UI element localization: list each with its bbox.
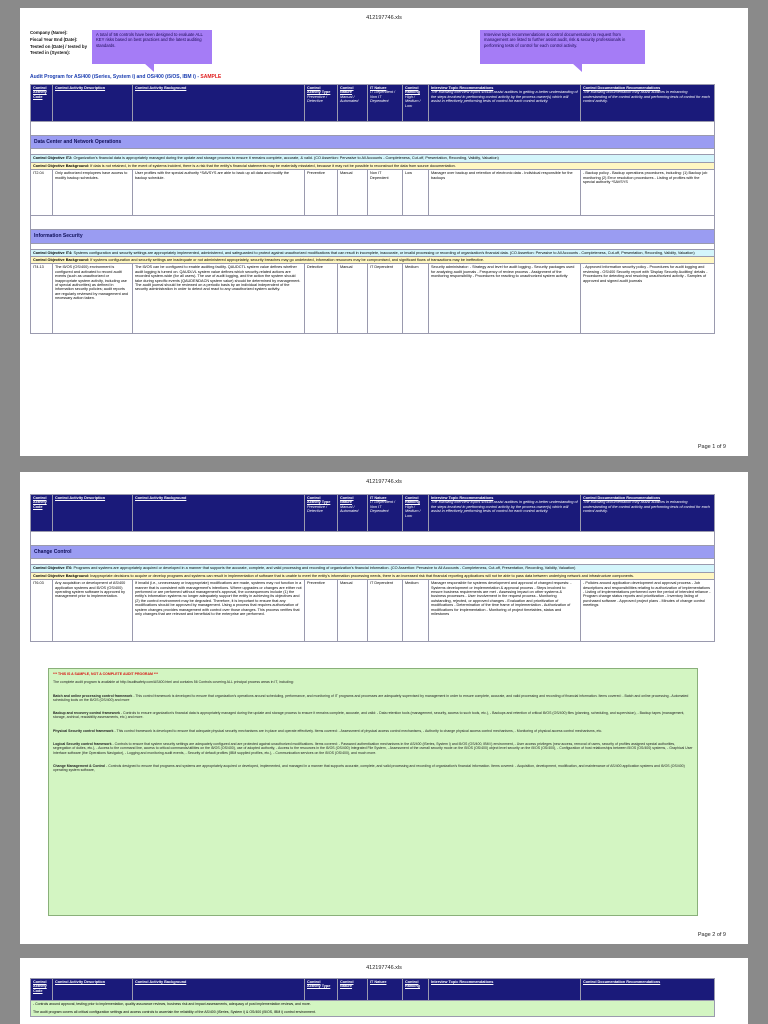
header-row — [31, 979, 715, 1001]
section-header: Change Control — [31, 546, 715, 559]
col-bg: Control Activity Background — [133, 979, 305, 1001]
control-objective: Control Objective IT2: Organization's financial data is appropriately managed during the update and storage process to ensure it remains complete, accurate, & valid. (CO Assertion: Pervasive to All Accounts - Completeness, Cut-off, Presentation, Recording, Validity, Valuation) — [31, 155, 715, 162]
sample-heading: *** THIS IS A SAMPLE, NOT A COMPLETE AUDIT PROGRAM *** — [53, 672, 158, 676]
page-3 — [20, 958, 748, 1024]
col-docs: Control Documentation Recommendations The following documentation may assist auditors in enhancing understanding of the control activity and performing tests of control for each control activity. — [581, 85, 715, 122]
sample-item-logical: Logical Security control framework - Controls to ensure that system security settings are adequately configured and are protected against unauthorized modifications. Items covered: - Password authentication mechanisms in the AS/400 (iSeries, System i) and i5/OS (OS/400, IBM i) environment, - User access privileges (new access, removal of users, security of profiles assigned special authorities, segregation of duties, etc.), - Access to the command line, access to critical commands/utilities on the i5/OS (OS/400), use of adopted authority, - Access to the resources in the i5/OS (OS/400) Integrated File System, - Assessment of the overall security mode on the i5/OS (OS/400) object level security on the i5/OS (OS/400), - Configuration of host relationships between i5/OS (OS/400) systems, - Graphical User Interface software (the Operations Navigator), - Logging and monitoring audit events, - Security of default profiles (IBM supplied profiles, etc.), - Communication services on the i5/OS (OS/400), and much more. — [53, 742, 693, 755]
sample-intro: The complete audit program is available at http://auditsafety.com/AS400.html and contains 56 Controls covering ALL principal process areas in IT, including: — [53, 680, 294, 685]
col-docs: Control Documentation Recommendations The following documentation may assist auditors in enhancing understanding of the control activity and performing tests of control for each control activity. — [581, 495, 715, 532]
controls-callout: A total of 56 controls have been designed to evaluate ALL KEY risks based on best practices and the latest auditing standards. — [92, 30, 212, 64]
tested-on-label: Tested on (Date) / tested by — [30, 43, 88, 49]
file-name: 412197746.xls — [366, 15, 402, 21]
table-row: IT2.04 Only authorized employees have access to modify backup schedules. User profiles with the special authority *SAVSYS are able to back up all data and modify the backup schedule. Preventive Manual Non IT Dependent Low Manager over backup and retention of electronic data - Individual responsible for the backups - Backup policy - Backup operations procedures, including: (1) Backup job monitoring (2) Error resolution procedures - Listing of profiles with the special authority *SAVSYS — [31, 170, 715, 216]
page-2 — [20, 472, 748, 944]
page-1 — [20, 8, 748, 456]
col-desc: Control Activity Description — [53, 979, 133, 1001]
col-nature: Control Nature Manual / Automated — [338, 85, 368, 122]
title-text: Audit Program for AS/400 (iSeries, System i) and OS/400 (i5/OS, IBM i) - — [30, 74, 200, 80]
sample-item-batch: Batch and online processing control framework - This control framework is developed to ensure that organization's operations around scheduling, performance, and monitoring of IT programs and processes are adequately supervised by management in order to ensure complete, accurate, and valid processing and recording of financial information. Items covered: - Batch and online processing - Automated scheduling tools on the i5/OS (OS/400) and more — [53, 693, 689, 702]
audit-program-title — [30, 74, 221, 80]
col-ref: Control Activity Code — [31, 495, 53, 532]
company-label: Company (Name): — [30, 30, 68, 35]
page-number: Page 2 of 9 — [697, 932, 726, 938]
audit-table-page2 — [30, 494, 715, 642]
col-it-nature: IT Nature — [368, 979, 403, 1001]
sample-item-backup: Backup and recovery control framework - Controls to ensure organization's financial data is appropriately managed during the update and storage process to ensure it remains complete, accurate, and valid: - Data retention tools (management, security, access to such tools, etc.), - Backups and retention of critical i5/OS (OS/400) files (planning, scheduling, and supervision), - Backup tapes (management, storage, archival, readability assessments, etc.) and more. — [53, 711, 685, 720]
objective-background: Control Objective Background: If data is not retained, in the event of systems incident, there is a risk that the entity's financial statements may be materially misstated, because it may not be possible to reconstruct the data from source documentation. — [31, 162, 715, 169]
col-type: Control Activity Type — [305, 979, 338, 1001]
col-ranking: Control Ranking — [403, 979, 429, 1001]
col-ref: Control Activity Code — [31, 85, 53, 122]
audit-table-page3 — [30, 978, 715, 1017]
table-row: IT4.13 The i5/OS (OS/400) environment is configured and activated to record audit events (such as unauthorized or inappropriate system activity, including use of special authorities) as defined in information security policies; audit reports are regularly reviewed by management and necessary action taken. The i5/OS can be configured to enable auditing facility. QAUDCTL system value defines whether audit logging is turned on. QAUDLVL system value defines which security-related actions are recorded system-wide (for all users). The use of audit logging, and the action the system should take during specific events (QAUDENDACN system value) should be determined by management. The audit journal should be reviewed on a periodic basis by an individual independent of the security administration in order to detect and react to any unauthorized system activity. Detective Manual IT Dependent Medium Security administrator: - Strategy and level for audit logging - Security packages used for analyzing audit journals - Frequency of review process - Assignment of the monitoring responsibility - Procedures for reacting to unauthorized system activity - Approved information security policy - Procedures for audit logging and reviewing - OS/400 Security report with 'Display Security Auditing' details - Procedures for detecting and resolving unauthorized activity - Samples of approved and signed audit journals — [31, 264, 715, 334]
col-it-nature: IT Nature IT Dependent / Non IT Dependent — [368, 85, 403, 122]
col-ranking: Control Ranking High / Medium / Low — [403, 85, 429, 122]
table-row: IT6.03 Any acquisition or development of AS/400 application systems and i5/OS (OS/400) operating system software is approved by management prior to implementation. If invalid (i.e., unnecessary or inappropriate) modifications are made, systems may not function in a manner that is consistent with management's intentions. Where upgrades or changes are either not performed or are performed without management's approval, the consequences include (1) the entity's information systems no longer adequately support the entity in achieving its objectives and (2) the control environment may be degraded. Therefore, it is important to ensure that any modifications should be approved by management. Using a process that requires authorization of system changes provides management with control over those changes. This process verifies that only changes that are relevant and beneficial to the enterprise are performed. Preventive Manual IT Dependent Medium Manager responsible for systems development and approval of changed requests: - Systems development or implementation & approval process - Steps involved to ensure business requirements are met - Assessing impact on other systems & business processes - User involvement in the request process - Monitoring outstanding, rejected, or approved changes - Evaluation and prioritization of modifications - Determination of the time frame of implementation - Authorization of modifications for implementation - Monitoring of project timetables, status and milestones - Policies around application development and approval process - Job descriptions and responsibilities relating to authorization of implementations - Listing of implementations performed over the period of intended reliance - Program change status reports and prioritization - Inventory listing of purchased software - Approved project plans - Minutes of change control meetings — [31, 580, 715, 642]
col-ref: Control Activity Code — [31, 979, 53, 1001]
col-bg: Control Activity Background — [133, 495, 305, 532]
section-header: Data Center and Network Operations — [31, 136, 715, 149]
continuation-text: - Controls around approval, testing prior to implementation, quality assurance reviews, business risk and impact assessments, adequacy of post implementation reviews, and more. — [33, 1002, 311, 1006]
col-it-nature: IT Nature IT Dependent / Non IT Dependent — [368, 495, 403, 532]
tested-in-label: Tested in (System): — [30, 50, 71, 56]
col-nature: Control Nature Manual / Automated — [338, 495, 368, 532]
interview-callout: Interview topic recommendations & control documentation to request from management are listed to further assist audit, risk & security professionals in performing tests of control for each control activity. — [480, 30, 645, 64]
control-objective: Control Objective IT4: Systems configuration and security settings are appropriately implemented, administered, and safeguarded to protect against unauthorized modifications that can result in incomplete, inaccurate, or invalid processing or recording of organization's financial data. (CO Assertion: Pervasive to All Accounts - Completeness, Cut-off, Presentation, Recording, Validity, Valuation) — [31, 249, 715, 256]
sample-label: SAMPLE — [200, 74, 222, 80]
col-interview: Interview Topic Recommendations — [429, 979, 581, 1001]
fiscal-year-label: Fiscal Year End (Date): — [30, 36, 78, 42]
col-type: Control Activity Type Preventive / Detective — [305, 495, 338, 532]
sample-notice-box — [48, 668, 698, 916]
header-row — [31, 85, 715, 122]
col-bg: Control Activity Background — [133, 85, 305, 122]
sample-item-physical: Physical Security control framework - This control framework is developed to ensure that adequate physical security mechanisms are in place and operate effectively. Items covered: - Assessment of physical access control mechanisms, - Authority to change physical access control mechanisms, - Monitoring of physical access control mechanisms, etc. — [53, 728, 603, 733]
objective-background: Control Objective Background: If systems configuration and security settings are inadequate or not administered appropriately, security breaches may go undetected, information resources may be compromised, and significant flows of transactions may be ineffective. — [31, 257, 715, 264]
file-name: 412197746.xls — [366, 479, 402, 485]
col-type: Control Activity Type Preventive / Detective — [305, 85, 338, 122]
col-desc: Control Activity Description — [53, 495, 133, 532]
audit-table-page1 — [30, 84, 715, 334]
objective-background: Control Objective Background: Inappropriate decisions to acquire or develop programs and systems can result in implementation of software that is unable to meet the entity's information processing needs, there is an increased risk that financial reporting applications will not be able to pass data between underlying network and infrastructure components. — [31, 572, 715, 579]
col-docs: Control Documentation Recommendations — [581, 979, 715, 1001]
col-nature: Control Nature — [338, 979, 368, 1001]
header-info — [30, 30, 87, 57]
environment-text: The audit program covers all critical configuration settings and access controls to ascertain the reliability of the AS/400 (iSeries, System i) & OS/400 (i5/OS, IBM i) control environment. — [33, 1010, 316, 1015]
control-objective: Control Objective IT6: Programs and systems are appropriately acquired or developed in a manner that supports the accurate, complete, and valid processing and recording of organization's financial information. (CO Assertion: Pervasive to All Accounts - Completeness, Cut-off, Presentation, Recording, Validity, Valuation) — [31, 565, 715, 572]
header-row — [31, 495, 715, 532]
col-interview: Interview Topic Recommendations The following interview topics should assist auditors in getting a better understanding of the steps involved in performing control activity by the process owner(s) which will assist in effectively performing tests of control for each control activity. — [429, 495, 581, 532]
col-ranking: Control Ranking High / Medium / Low — [403, 495, 429, 532]
sample-continuation — [31, 1001, 715, 1017]
sample-item-change: Change Management & Control - Controls designed to ensure that programs and systems are appropriately acquired or developed, implemented, and managed in a manner that supports accurate, complete, and valid processing and recording of organization's financial information. Items covered: - Acquisition, development, modification, and maintenance of AS/400 application systems and i5/OS (OS/400) operating system software, — [53, 763, 685, 773]
col-desc: Control Activity Description — [53, 85, 133, 122]
col-interview: Interview Topic Recommendations The following interview topics should assist auditors in getting a better understanding of the steps involved in performing control activity by the process owner(s) which will assist in effectively performing tests of control for each control activity. — [429, 85, 581, 122]
file-name: 412197746.xls — [366, 965, 402, 971]
section-header: Information Security — [31, 230, 715, 243]
page-number: Page 1 of 9 — [697, 444, 726, 450]
